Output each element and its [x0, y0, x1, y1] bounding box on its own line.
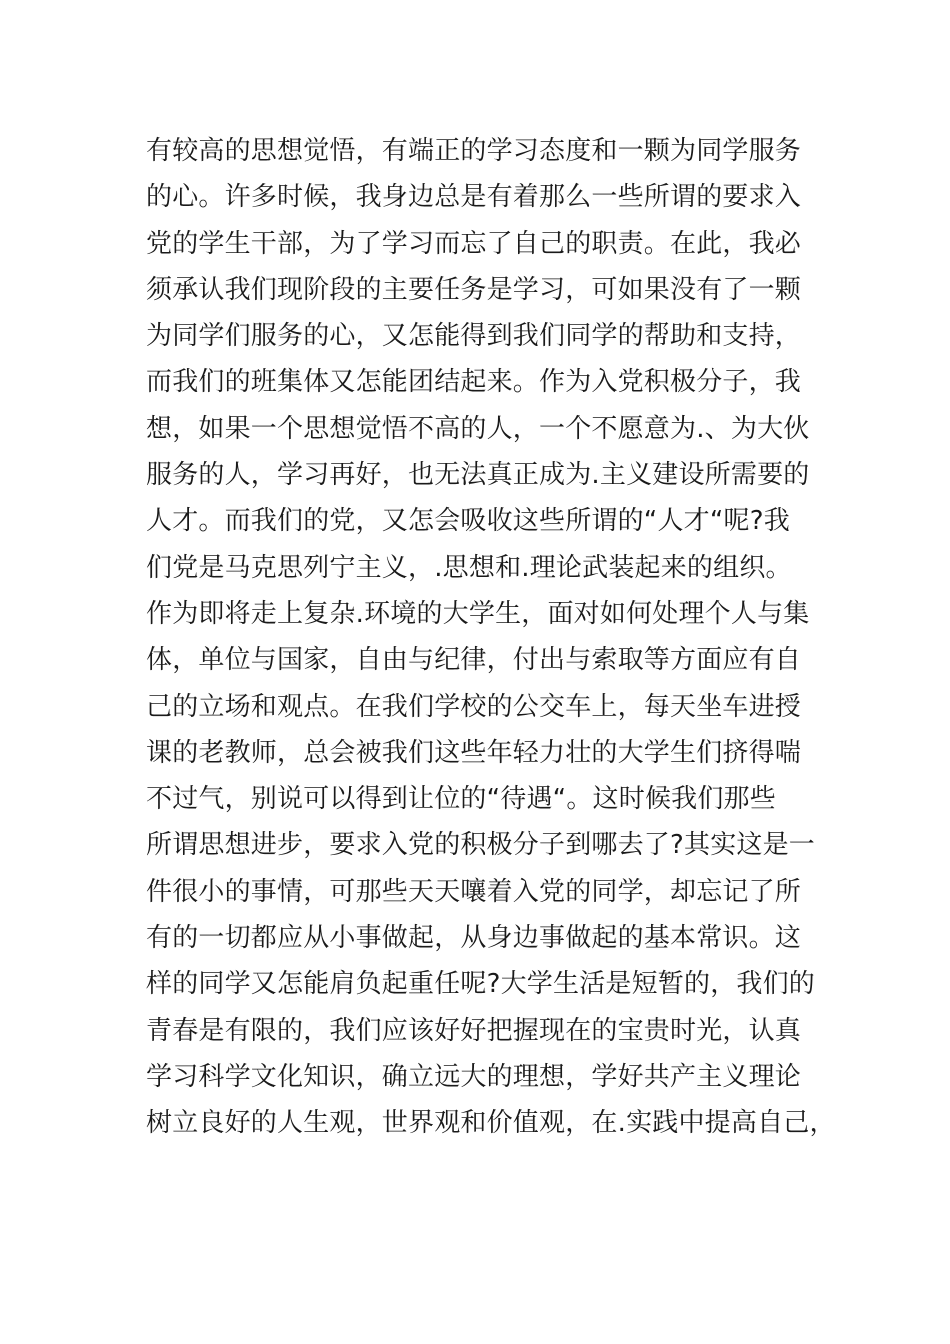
text-line: 课的老教师，总会被我们这些年轻力壮的大学生们挤得喘 — [146, 737, 802, 768]
text-line: 件很小的事情，可那些天天嚷着入党的同学，却忘记了所 — [146, 876, 802, 907]
text-line: 青春是有限的，我们应该好好把握现在的宝贵时光，认真 — [146, 1015, 802, 1046]
text-line: 们党是马克思列宁主义，.思想和.理论武装起来的组织。 — [146, 552, 792, 583]
text-line: 服务的人，学习再好，也无法真正成为.主义建设所需要的 — [146, 460, 810, 491]
text-line: 有的一切都应从小事做起，从身边事做起的基本常识。这 — [146, 923, 802, 954]
text-line: 人才。而我们的党，又怎会吸收这些所谓的“人才“呢?我 — [146, 506, 790, 537]
text-line: 样的同学又怎能肩负起重任呢?大学生活是短暂的，我们的 — [146, 969, 816, 1000]
text-line: 不过气，别说可以得到让位的“待遇“。这时候我们那些 — [146, 784, 776, 815]
text-line: 为同学们服务的心，又怎能得到我们同学的帮助和支持， — [146, 321, 802, 352]
text-line: 己的立场和观点。在我们学校的公交车上，每天坐车进授 — [146, 691, 802, 722]
text-line: 学习科学文化知识，确立远大的理想，学好共产主义理论 — [146, 1061, 802, 1092]
text-line: 有较高的思想觉悟，有端正的学习态度和一颗为同学服务 — [146, 136, 802, 166]
text-line: 党的学生干部，为了学习而忘了自己的职责。在此，我必 — [146, 228, 802, 259]
text-line: 须承认我们现阶段的主要任务是学习，可如果没有了一颗 — [146, 274, 802, 305]
body-text — [146, 128, 836, 1147]
text-line: 想，如果一个思想觉悟不高的人，一个不愿意为.、为大伙 — [146, 413, 810, 444]
text-line: 的心。许多时候，我身边总是有着那么一些所谓的要求入 — [146, 182, 802, 213]
text-line: 树立良好的人生观，世界观和价值观，在.实践中提高自己， — [146, 1108, 836, 1139]
text-line: 所谓思想进步，要求入党的积极分子到哪去了?其实这是一 — [146, 830, 816, 861]
text-line: 体，单位与国家，自由与纪律，付出与索取等方面应有自 — [146, 645, 802, 676]
text-line: 而我们的班集体又怎能团结起来。作为入党积极分子，我 — [146, 367, 802, 398]
text-line: 作为即将走上复杂.环境的大学生，面对如何处理个人与集 — [146, 598, 810, 629]
